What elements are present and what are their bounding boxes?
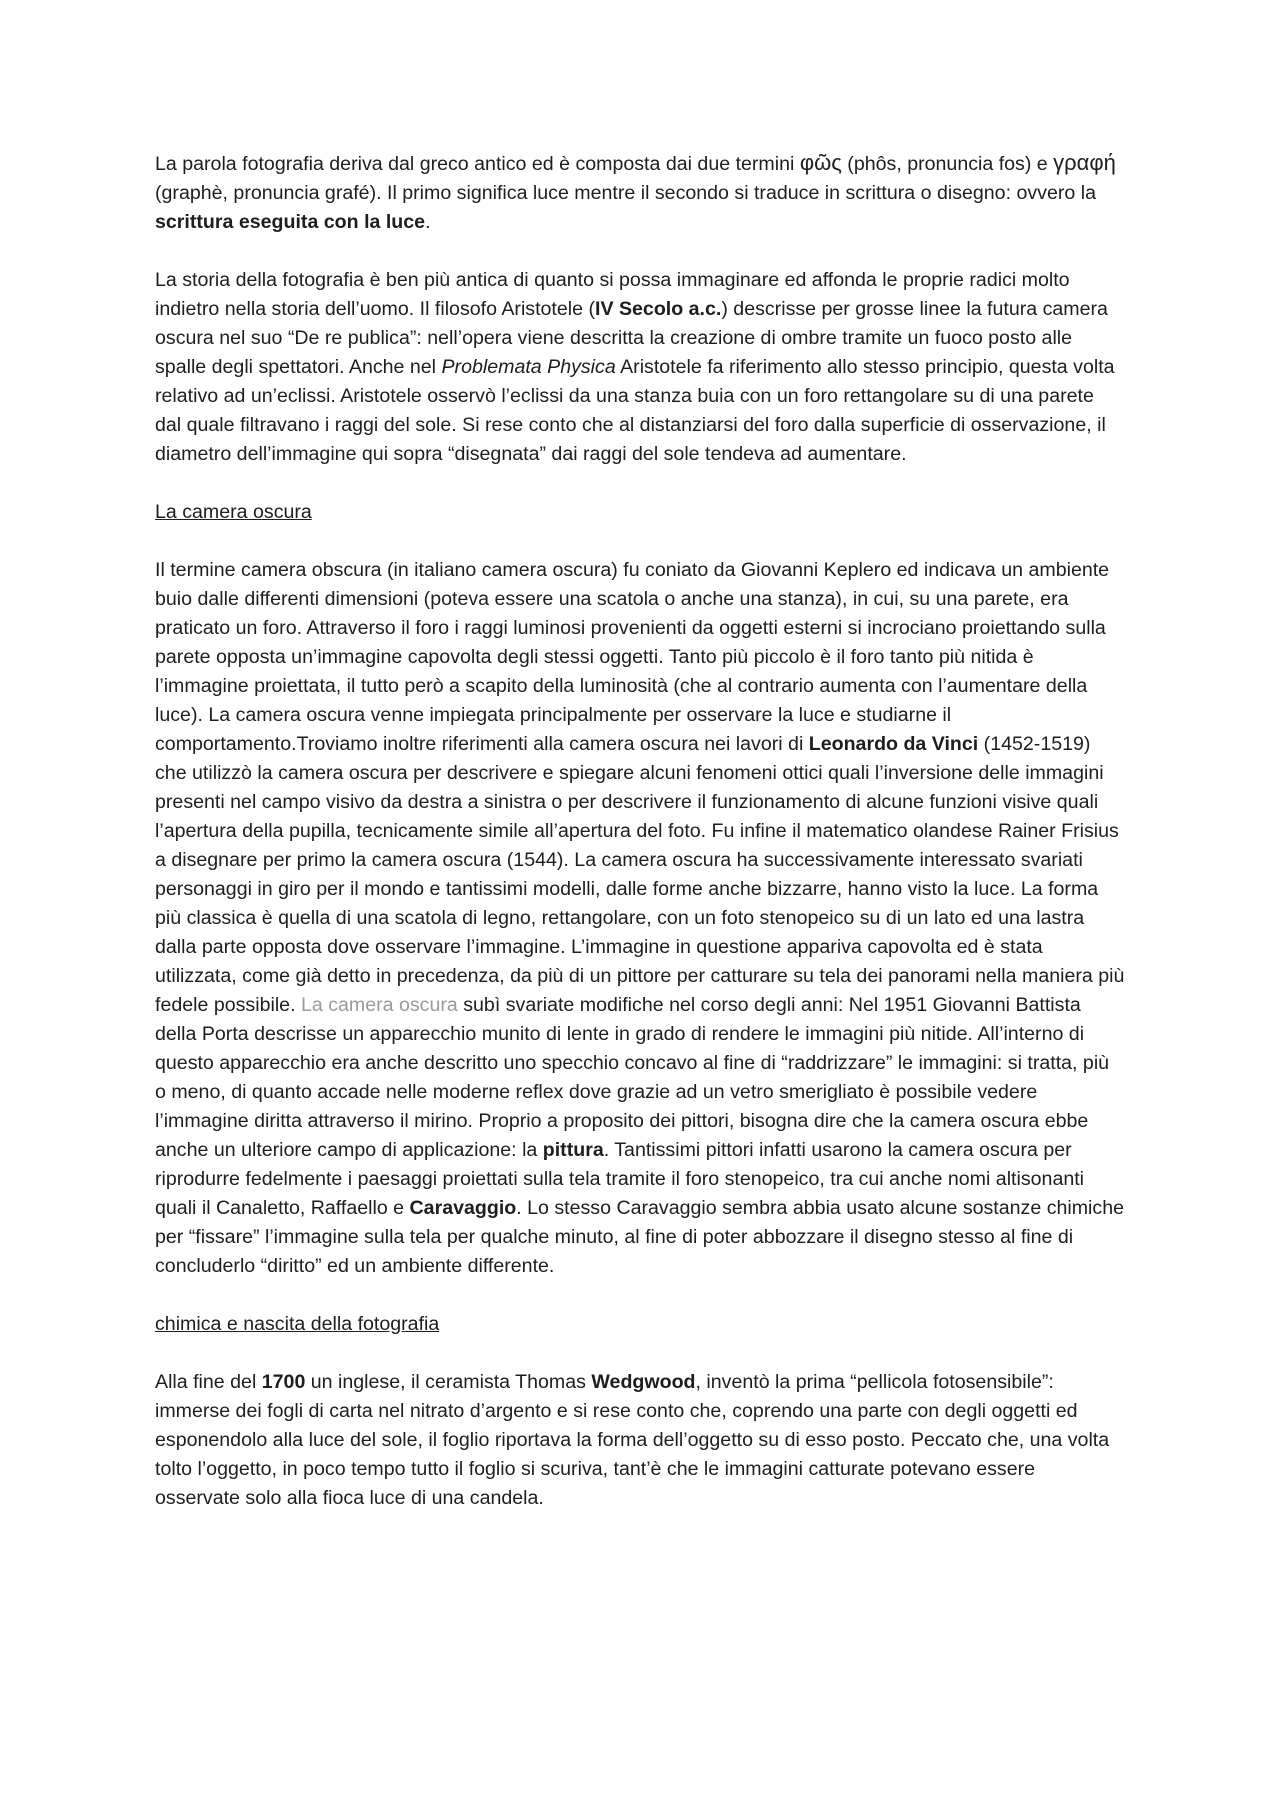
bold-caravaggio: Caravaggio: [409, 1197, 517, 1219]
text: . Tantissimi pittori infatti usarono la camera oscura per riprodurre fedelmente i paesaggi proiettati sulla tela tramite il foro stenopeico, tra cui anche nomi altisonanti quali il Canaletto, Raffaello e: [155, 1139, 1085, 1219]
document-page: [155, 148, 1125, 1513]
section-heading-camera-oscura: La camera oscura: [155, 501, 312, 523]
text: La storia della fotografia è ben più antica di quanto si possa immaginare ed affonda le proprie radici molto indietro nella storia dell’uomo. Il filosofo Aristotele (: [155, 269, 1070, 320]
text: un inglese, il ceramista Thomas: [305, 1371, 592, 1393]
bold-phrase: scrittura eseguita con la luce: [155, 211, 426, 233]
paragraph-camera-oscura: [155, 556, 1125, 1281]
text: .: [425, 211, 431, 233]
bold-century: IV Secolo a.c.: [595, 298, 722, 320]
bold-year: 1700: [261, 1371, 306, 1393]
paragraph-etymology: [155, 148, 1125, 237]
bold-pittura: pittura: [542, 1139, 604, 1161]
italic-title: Problemata Physica: [441, 356, 616, 378]
bold-wedgwood: Wedgwood: [591, 1371, 696, 1393]
text: Il termine camera obscura (in italiano camera oscura) fu coniato da Giovanni Keplero ed indicava un ambiente buio dalle differenti dimensioni (poteva essere una scatola o anche una stanza), in cui, su una parete, era praticato un foro. Attraverso il foro i raggi luminosi provenienti da oggetti esterni si incrociano proiettando sulla parete opposta un’immagine capovolta degli stessi oggetti. Tanto più piccolo è il foro tanto più nitida è l’immagine proiettata, il tutto però a scapito della luminosità (che al contrario aumenta con l’aumentare della luce). La camera oscura venne impiegata principalmente per osservare la luce e studiarne il comportamento.Troviamo inoltre riferimenti alla camera oscura nei lavori di: [155, 559, 1110, 755]
greek-word-phos: φῶς: [799, 150, 842, 175]
text: ) descrisse per grosse linee la futura camera oscura nel suo “De re publica”: nell’opera viene descritta la creazione di ombre tramite un fuoco posto alle spalle degli spettatori. Anche nel: [155, 298, 1108, 378]
text: (1452-1519) che utilizzò la camera oscura per descrivere e spiegare alcuni fenomeni ottici quali l’inversione delle immagini presenti nel campo visivo da destra a sinistra o per descrivere il funzionamento di alcune funzioni visive quali l’apertura della pupilla, tecnicamente simile all’apertura del foto. Fu infine il matematico olandese Rainer Frisius a disegnare per primo la camera oscura (1544). La camera oscura ha successivamente interessato svariati personaggi in giro per il mondo e tantissimi modelli, dalle forme anche bizzarre, hanno visto la luce. La forma più classica è quella di una scatola di legno, rettangolare, con un foto stenopeico su di un lato ed una lastra dalla parte opposta dove osservare l’immagine. L’immagine in questione appariva capovolta ed è stata utilizzata, come già detto in precedenza, da più di un pittore per catturare su tela dei panorami nella maniera più fedele possibile.: [155, 733, 1125, 1016]
greek-word-graphe: γραφή: [1053, 150, 1116, 175]
text: Alla fine del: [155, 1371, 262, 1393]
text: . Lo stesso Caravaggio sembra abbia usato alcune sostanze chimiche per “fissare” l’immagine sulla tela per qualche minuto, al fine di poter abbozzare il disegno stesso al fine di concluderlo “diritto” ed un ambiente differente.: [155, 1197, 1125, 1277]
section-heading-chimica: chimica e nascita della fotografia: [155, 1313, 440, 1335]
text: Aristotele fa riferimento allo stesso principio, questa volta relativo ad un’eclissi. Aristotele osservò l’eclissi da una stanza buia con un foro rettangolare su di una parete dal quale filtravano i raggi del sole. Si rese conto che al distanziarsi del foro dalla superficie di osservazione, il diametro dell’immagine qui sopra “disegnata” dai raggi del sole tendeva ad aumentare.: [155, 356, 1115, 465]
bold-leonardo: Leonardo da Vinci: [808, 733, 979, 755]
camera-oscura-link[interactable]: La camera oscura: [300, 994, 458, 1016]
paragraph-history: [155, 266, 1125, 469]
text: La parola fotografia deriva dal greco antico ed è composta dai due termini: [155, 153, 800, 175]
text: (graphè, pronuncia grafé). Il primo significa luce mentre il secondo si traduce in scrittura o disegno: ovvero la: [155, 182, 1096, 204]
paragraph-chimica: [155, 1368, 1125, 1513]
text: (phôs, pronuncia fos) e: [841, 153, 1054, 175]
text: subì svariate modifiche nel corso degli anni: Nel 1951 Giovanni Battista della Porta descrisse un apparecchio munito di lente in grado di rendere le immagini più nitide. All’interno di questo apparecchio era anche descritto uno specchio concavo al fine di “raddrizzare” le immagini: si tratta, più o meno, di quanto accade nelle moderne reflex dove grazie ad un vetro smerigliato è possibile vedere l’immagine diritta attraverso il mirino. Proprio a proposito dei pittori, bisogna dire che la camera oscura ebbe anche un ulteriore campo di applicazione: la: [155, 994, 1110, 1161]
text: , inventò la prima “pellicola fotosensibile”: immerse dei fogli di carta nel nitrato d’argento e si rese conto che, coprendo una parte con degli oggetti ed esponendolo alla luce del sole, il foglio riportava la forma dell’oggetto su di esso posto. Peccato che, una volta tolto l’oggetto, in poco tempo tutto il foglio si scuriva, tant’è che le immagini catturate potevano essere osservate solo alla fioca luce di una candela.: [155, 1371, 1110, 1509]
